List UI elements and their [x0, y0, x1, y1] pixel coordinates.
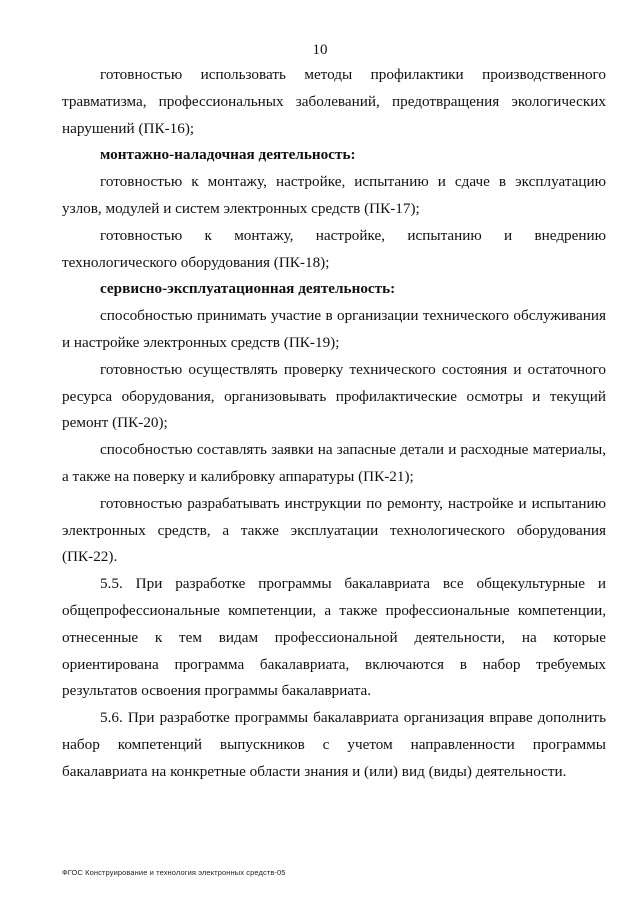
paragraph-pk20: готовностью осуществлять проверку технического состояния и остаточного ресурса оборудования, организовывать профилактические осмотры и текущий ремонт (ПК-20);: [62, 360, 606, 432]
section-heading-installation: монтажно-наладочная деятельность:: [100, 146, 356, 164]
page-number: 10: [312, 42, 328, 58]
paragraph-5-5: 5.5. При разработке программы бакалавриата все общекультурные и общепрофессиональные компетенции, а также профессиональные компетенции, отнесенные к тем видам профессиональной деятельности, на которые ориентирована программа бакалавриата, включаются в набор требуемых результатов освоения программы бакалавриата.: [62, 575, 606, 700]
paragraph-pk22: готовностью разрабатывать инструкции по ремонту, настройке и испытанию электронных средств, а также эксплуатации технологического оборудования (ПК-22).: [62, 494, 606, 566]
section-heading-service: сервисно-эксплуатационная деятельность:: [100, 280, 396, 298]
paragraph-5-6: 5.6. При разработке программы бакалавриата организация вправе дополнить набор компетенций выпускников с учетом направленности программы бакалавриата на конкретные области знания и (или) вид (виды) деятельности.: [62, 709, 606, 780]
paragraph-pk16: готовностью использовать методы профилактики производственного травматизма, профессиональных заболеваний, предотвращения экологических нарушений (ПК-16);: [62, 66, 606, 137]
paragraph-pk19: способностью принимать участие в организации технического обслуживания и настройке электронных средств (ПК-19);: [62, 307, 606, 351]
page-footer: ФГОС Конструирование и технология электронных средств-05: [62, 868, 286, 877]
paragraph-pk17: готовностью к монтажу, настройке, испытанию и сдаче в эксплуатацию узлов, модулей и систем электронных средств (ПК-17);: [62, 173, 606, 217]
document-body: [62, 62, 606, 786]
paragraph-pk18: готовностью к монтажу, настройке, испытанию и внедрению технологического оборудования (ПК-18);: [62, 226, 606, 271]
paragraph-pk21: способностью составлять заявки на запасные детали и расходные материалы, а также на поверку и калибровку аппаратуры (ПК-21);: [62, 441, 606, 485]
